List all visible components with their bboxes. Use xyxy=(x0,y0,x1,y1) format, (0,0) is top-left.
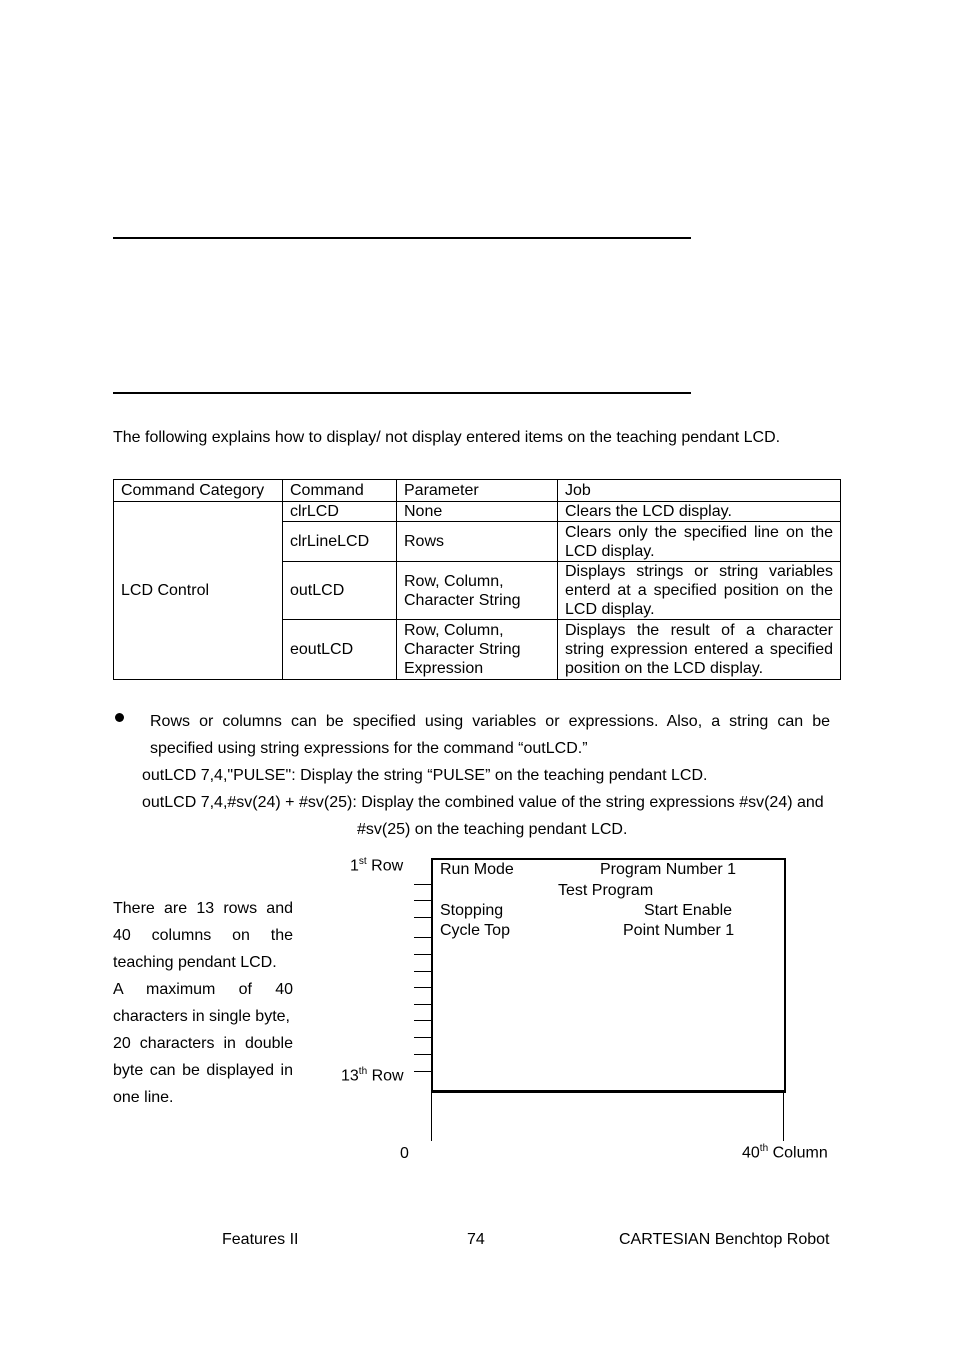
lcd-cycle-top: Cycle Top xyxy=(440,922,510,939)
footer-chapter: Features II xyxy=(222,1231,299,1248)
job-cell: Clears the LCD display. xyxy=(558,502,841,522)
command-cell: outLCD xyxy=(283,562,397,620)
description-line: A maximum of 40 xyxy=(113,981,293,998)
row-tick xyxy=(414,1071,431,1072)
row-tick xyxy=(414,937,431,938)
parameter-cell: Rows xyxy=(397,522,558,562)
lcd-point-number: Point Number 1 xyxy=(623,922,735,939)
column-start-label: 0 xyxy=(400,1145,409,1162)
last-row-label: 13th Row xyxy=(341,1066,404,1085)
description-line: 20 characters in double xyxy=(113,1035,293,1052)
job-cell: Displays strings or string variables enterd at a specified position on the LCD display. xyxy=(558,562,841,620)
header-job: Job xyxy=(558,480,841,502)
job-cell: Clears only the specified line on the LCD display. xyxy=(558,522,841,562)
row-tick xyxy=(414,971,431,972)
top-rule xyxy=(113,237,691,239)
lcd-program-number: Program Number 1 xyxy=(600,861,737,878)
column-start-line xyxy=(431,1090,432,1141)
job-cell: Displays the result of a character string expression entered a specified position on the LCD display. xyxy=(558,620,841,680)
description-line: one line. xyxy=(113,1089,174,1106)
row-tick xyxy=(414,987,431,988)
lcd-stopping: Stopping xyxy=(440,902,504,919)
table-header-row xyxy=(114,480,841,502)
column-end-label: 40th Column xyxy=(742,1143,828,1162)
row-tick xyxy=(414,917,431,918)
column-end-line xyxy=(783,1090,784,1141)
intro-text: The following explains how to display/ not display entered items on the teaching pendant LCD. xyxy=(113,429,781,446)
header-category: Command Category xyxy=(114,480,283,502)
parameter-cell: Row, Column, Character String xyxy=(397,562,558,620)
command-cell: eoutLCD xyxy=(283,620,397,680)
bullet-text: Rows or columns can be specified using variables or expressions. Also, a string can be specified using string expressions for the command “outLCD.” xyxy=(150,713,830,757)
row-tick xyxy=(414,1037,431,1038)
example-line-1: outLCD 7,4,"PULSE": Display the string “PULSE” on the teaching pendant LCD. xyxy=(142,767,708,784)
row-tick xyxy=(414,1020,431,1021)
category-cell: LCD Control xyxy=(114,502,283,680)
footer-product: CARTESIAN Benchtop Robot xyxy=(619,1231,830,1248)
row-tick xyxy=(414,1054,431,1055)
example-line-3: #sv(25) on the teaching pendant LCD. xyxy=(357,821,628,838)
row-tick xyxy=(414,900,431,901)
header-parameter: Parameter xyxy=(397,480,558,502)
description-line: There are 13 rows and xyxy=(113,900,293,917)
command-cell: clrLCD xyxy=(283,502,397,522)
table-row xyxy=(114,502,841,522)
lcd-run-mode: Run Mode xyxy=(440,861,514,878)
description-line: characters in single byte, xyxy=(113,1008,290,1025)
header-command: Command xyxy=(283,480,397,502)
command-table xyxy=(113,479,841,680)
lcd-screen xyxy=(431,858,786,1093)
description-line: 40 columns on the xyxy=(113,927,293,944)
row-tick xyxy=(414,884,431,885)
row-tick xyxy=(414,1004,431,1005)
row-tick xyxy=(414,954,431,955)
lcd-start-enable: Start Enable xyxy=(644,902,733,919)
parameter-cell: Row, Column, Character String Expression xyxy=(397,620,558,680)
lcd-test-program: Test Program xyxy=(558,882,654,899)
bullet-icon xyxy=(115,713,124,722)
example-line-2: outLCD 7,4,#sv(24) + #sv(25): Display the combined value of the string expressions #sv(24) and xyxy=(142,794,824,811)
description-line: teaching pendant LCD. xyxy=(113,954,277,971)
description-line: byte can be displayed in xyxy=(113,1062,293,1079)
parameter-cell: None xyxy=(397,502,558,522)
section-rule xyxy=(113,392,691,394)
first-row-label: 1st Row xyxy=(350,856,404,875)
footer-page-number: 74 xyxy=(467,1231,485,1248)
command-cell: clrLineLCD xyxy=(283,522,397,562)
lcd-description xyxy=(113,895,293,1111)
